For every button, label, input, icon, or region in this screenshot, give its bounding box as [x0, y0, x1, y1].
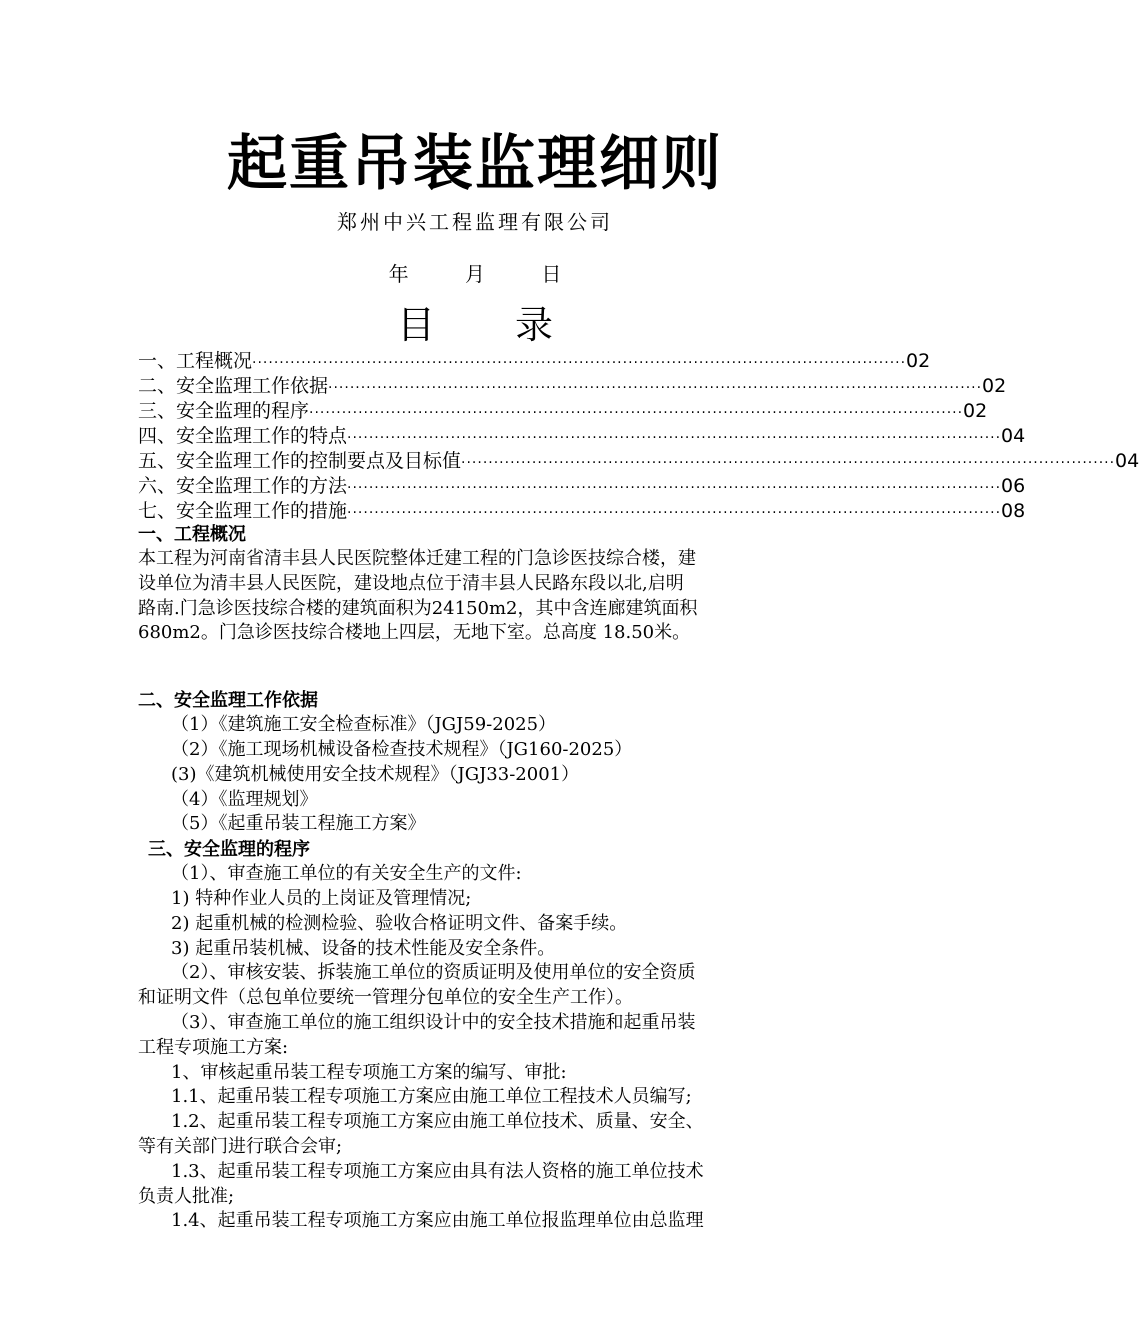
paragraph-line: 工程专项施工方案: — [138, 1036, 289, 1058]
toc-item-label: 五、安全监理工作的控制要点及目标值 — [138, 450, 462, 472]
date-month: 月 — [465, 262, 485, 286]
section-1-text — [138, 547, 830, 646]
paragraph-line: 1) 特种作业人员的上岗证及管理情况; — [171, 887, 472, 909]
document-body — [138, 522, 830, 1234]
toc-item-label: 一、工程概况 — [138, 350, 253, 372]
document-title: 起重吊装监理细则 — [227, 129, 723, 199]
list-item: （2）《施工现场机械设备检查技术规程》（JG160-2025） — [171, 738, 633, 760]
company-name: 郑州中兴工程监理有限公司 — [337, 210, 613, 234]
date-line — [0, 258, 950, 290]
toc-item — [138, 424, 1026, 449]
toc-item-label: 六、安全监理工作的方法 — [138, 475, 348, 497]
section-heading: 二、安全监理工作依据 — [138, 690, 318, 712]
paragraph-line: 设单位为清丰县人民医院，建设地点位于清丰县人民路东段以北,启明 — [138, 572, 684, 594]
section-heading: 三、安全监理的程序 — [148, 839, 310, 861]
toc-item-page: 02 — [963, 400, 988, 422]
paragraph-line: 1.1、起重吊装工程专项施工方案应由施工单位工程技术人员编写; — [171, 1086, 692, 1108]
toc-leader-dots: ························································································································ — [347, 480, 1002, 496]
paragraph-line: 3) 起重吊装机械、设备的技术性能及安全条件。 — [171, 937, 556, 959]
paragraph-line: 本工程为河南省清丰县人民医院整体迁建工程的门急诊医技综合楼，建 — [138, 548, 696, 569]
paragraph-line: （3）、审查施工单位的施工组织设计中的安全技术措施和起重吊装 — [171, 1011, 696, 1033]
toc-item — [138, 374, 1007, 399]
date-day: 日 — [541, 262, 562, 286]
toc-item-label: 二、安全监理工作依据 — [138, 375, 329, 397]
list-item: (3)《建筑机械使用安全技术规程》（JGJ33-2001） — [171, 763, 580, 785]
paragraph-line: 负责人批准; — [138, 1185, 235, 1207]
paragraph-line: 1、审核起重吊装工程专项施工方案的编写、审批: — [171, 1061, 567, 1083]
list-item: （5）《起重吊装工程施工方案》 — [171, 813, 426, 835]
section-3-text — [138, 862, 830, 1234]
toc-leader-dots: ························································································································ — [461, 455, 1116, 471]
toc-item — [138, 474, 1026, 499]
toc-leader-dots: ························································································································ — [347, 505, 1002, 521]
paragraph-line: 1.2、起重吊装工程专项施工方案应由施工单位技术、质量、安全、 — [171, 1111, 704, 1133]
paragraph-line: （1）、审查施工单位的有关安全生产的文件: — [171, 863, 522, 885]
list-item: （1）《建筑施工安全检查标准》（JGJ59-2025） — [171, 714, 557, 736]
date-year: 年 — [388, 262, 409, 286]
paragraph-line: 路南.门急诊医技综合楼的建筑面积为24150m2，其中含连廊建筑面积 — [138, 597, 698, 619]
section-heading: 一、工程概况 — [138, 524, 246, 545]
paragraph-line: 1.3、起重吊装工程专项施工方案应由具有法人资格的施工单位技术 — [171, 1160, 704, 1182]
toc-item-page: 02 — [906, 350, 931, 372]
paragraph-line: 1.4、起重吊装工程专项施工方案应由施工单位报监理单位由总监理 — [171, 1210, 704, 1232]
paragraph-line: 680m2。门急诊医技综合楼地上四层，无地下室。总高度 18.50米。 — [138, 622, 691, 644]
toc-leader-dots: ························································································································ — [347, 430, 1002, 446]
toc-item — [138, 349, 931, 374]
toc-item — [138, 399, 988, 424]
toc-item-page: 02 — [982, 375, 1007, 397]
list-item: （4）《监理规划》 — [171, 788, 318, 810]
toc-item-label: 四、安全监理工作的特点 — [138, 425, 348, 447]
toc-heading: 目 录 — [396, 303, 554, 347]
toc-leader-dots: ························································································································ — [252, 355, 907, 371]
paragraph-line: 等有关部门进行联合会审; — [138, 1135, 343, 1157]
toc-item-page: 04 — [1115, 450, 1139, 472]
toc-item-label: 三、安全监理的程序 — [138, 400, 310, 422]
toc-item — [138, 449, 1139, 474]
paragraph-line: （2）、审核安装、拆装施工单位的资质证明及使用单位的安全资质 — [171, 962, 696, 984]
toc-item-page: 06 — [1001, 475, 1026, 497]
toc-item — [138, 499, 1026, 524]
section-2-list — [138, 713, 830, 837]
toc-leader-dots: ························································································································ — [328, 380, 983, 396]
toc-item-label: 七、安全监理工作的措施 — [138, 500, 348, 522]
paragraph-line: 和证明文件（总包单位要统一管理分包单位的安全生产工作）。 — [138, 987, 633, 1009]
toc-item-page: 04 — [1001, 425, 1026, 447]
toc-item-page: 08 — [1001, 500, 1026, 522]
paragraph-line: 2) 起重机械的检测检验、验收合格证明文件、备案手续。 — [171, 912, 628, 934]
toc-leader-dots: ························································································································ — [309, 405, 964, 421]
table-of-contents — [138, 349, 1139, 524]
